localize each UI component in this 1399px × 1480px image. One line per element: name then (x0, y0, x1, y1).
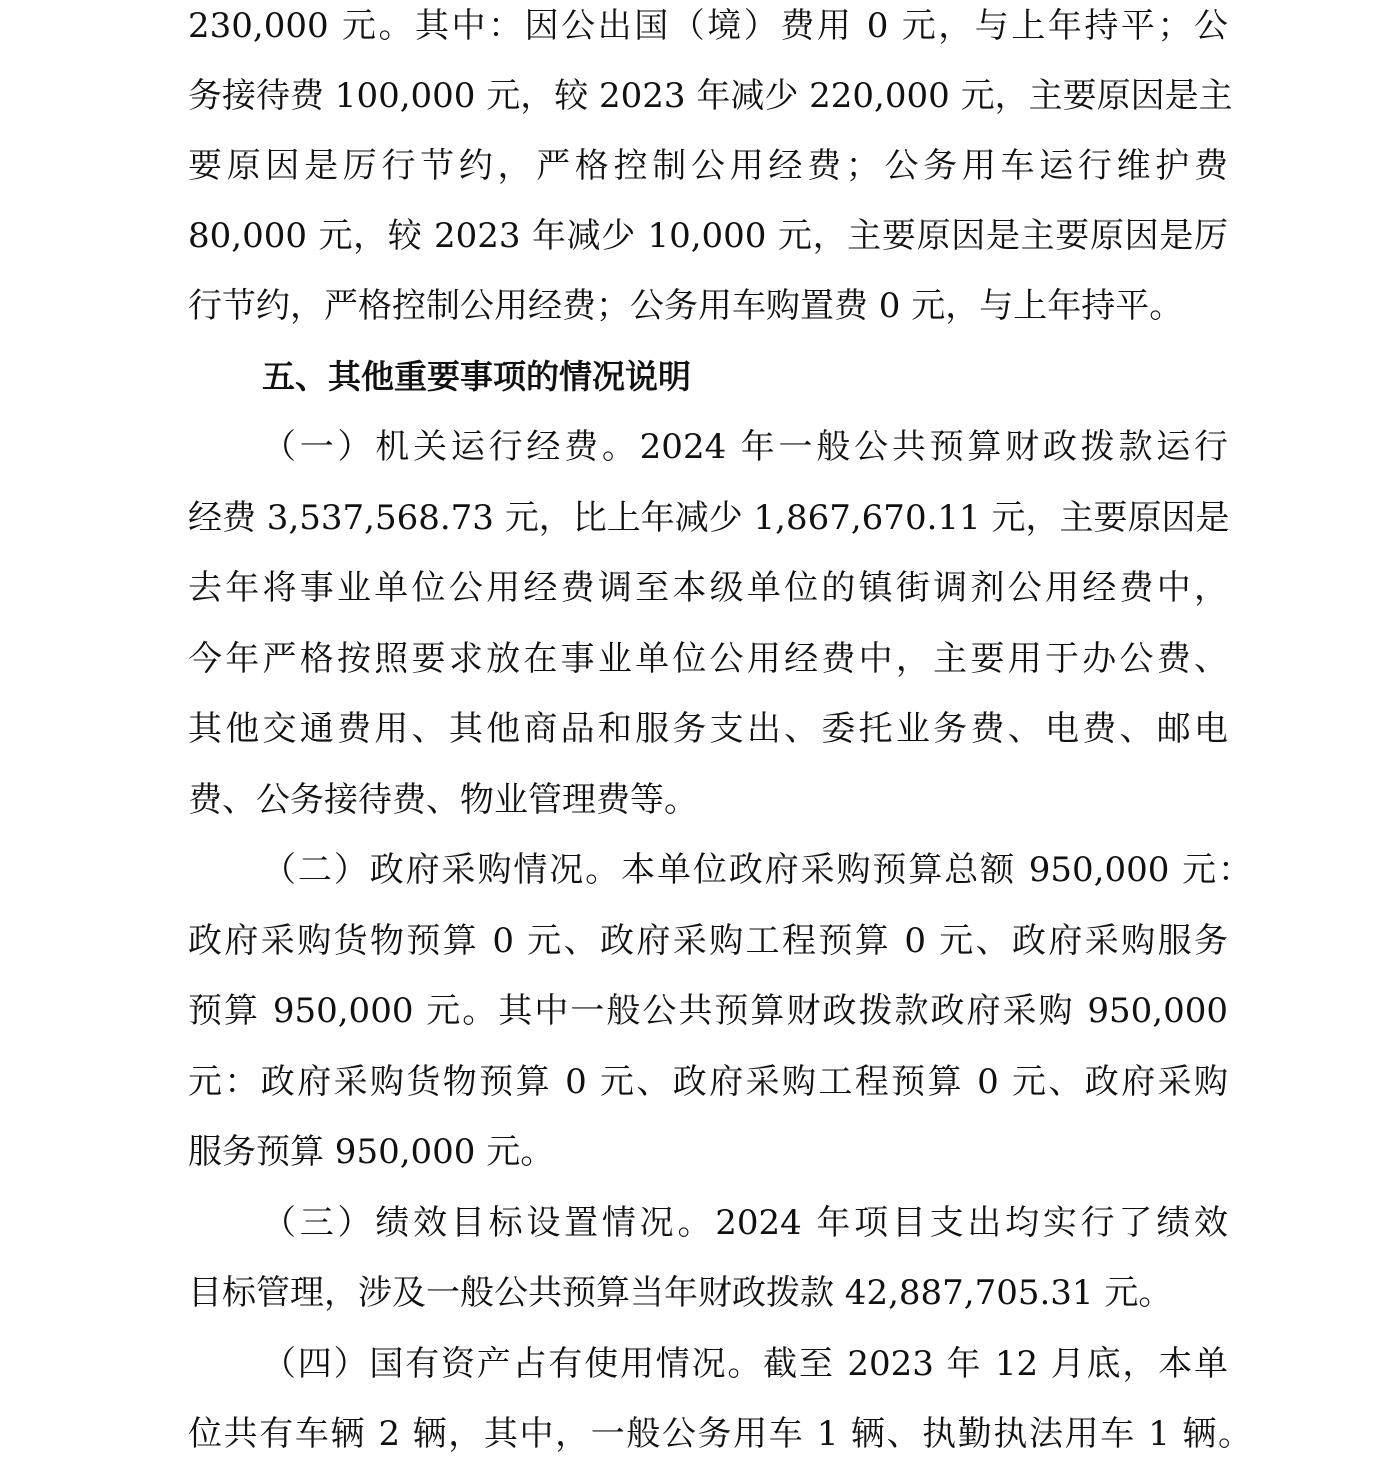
paragraph-line: 预算 950,000 元。其中一般公共预算财政拨款政府采购 950,000 (188, 991, 1228, 1031)
paragraph-line: 80,000 元，较 2023 年减少 10,000 元，主要原因是主要原因是厉 (188, 216, 1228, 256)
paragraph-line: 230,000 元。其中：因公出国（境）费用 0 元，与上年持平；公 (188, 6, 1228, 46)
paragraph-line: 务接待费 100,000 元，较 2023 年减少 220,000 元，主要原因是主 (188, 76, 1233, 116)
paragraph-line: 经费 3,537,568.73 元，比上年减少 1,867,670.11 元，主要原因是 (188, 498, 1230, 538)
paragraph-line: （二）政府采购情况。本单位政府采购预算总额 950,000 元： (262, 850, 1252, 890)
paragraph-line: 去年将事业单位公用经费调至本级单位的镇街调剂公用经费中， (188, 568, 1228, 608)
section-heading: 五、其他重要事项的情况说明 (262, 357, 691, 396)
paragraph-line: （四）国有资产占有使用情况。截至 2023 年 12 月底，本单 (262, 1344, 1228, 1384)
paragraph-line: 其他交通费用、其他商品和服务支出、委托业务费、电费、邮电 (188, 709, 1228, 749)
paragraph-line: （三）绩效目标设置情况。2024 年项目支出均实行了绩效 (262, 1203, 1228, 1243)
paragraph-line: （一）机关运行经费。2024 年一般公共预算财政拨款运行 (262, 427, 1228, 467)
paragraph-line: 目标管理，涉及一般公共预算当年财政拨款 42,887,705.31 元。 (188, 1273, 1173, 1313)
paragraph-line: 费、公务接待费、物业管理费等。 (188, 780, 698, 820)
paragraph-line: 今年严格按照要求放在事业单位公用经费中，主要用于办公费、 (188, 639, 1228, 679)
paragraph-line: 要原因是厉行节约，严格控制公用经费；公务用车运行维护费 (188, 146, 1228, 186)
paragraph-line: 政府采购货物预算 0 元、政府采购工程预算 0 元、政府采购服务 (188, 921, 1228, 961)
paragraph-line: 行节约，严格控制公用经费；公务用车购置费 0 元，与上年持平。 (188, 286, 1184, 326)
paragraph-line: 位共有车辆 2 辆，其中，一般公务用车 1 辆、执勤执法用车 1 辆。 (188, 1414, 1252, 1454)
paragraph-line: 元：政府采购货物预算 0 元、政府采购工程预算 0 元、政府采购 (188, 1062, 1228, 1102)
paragraph-line: 服务预算 950,000 元。 (188, 1132, 555, 1172)
